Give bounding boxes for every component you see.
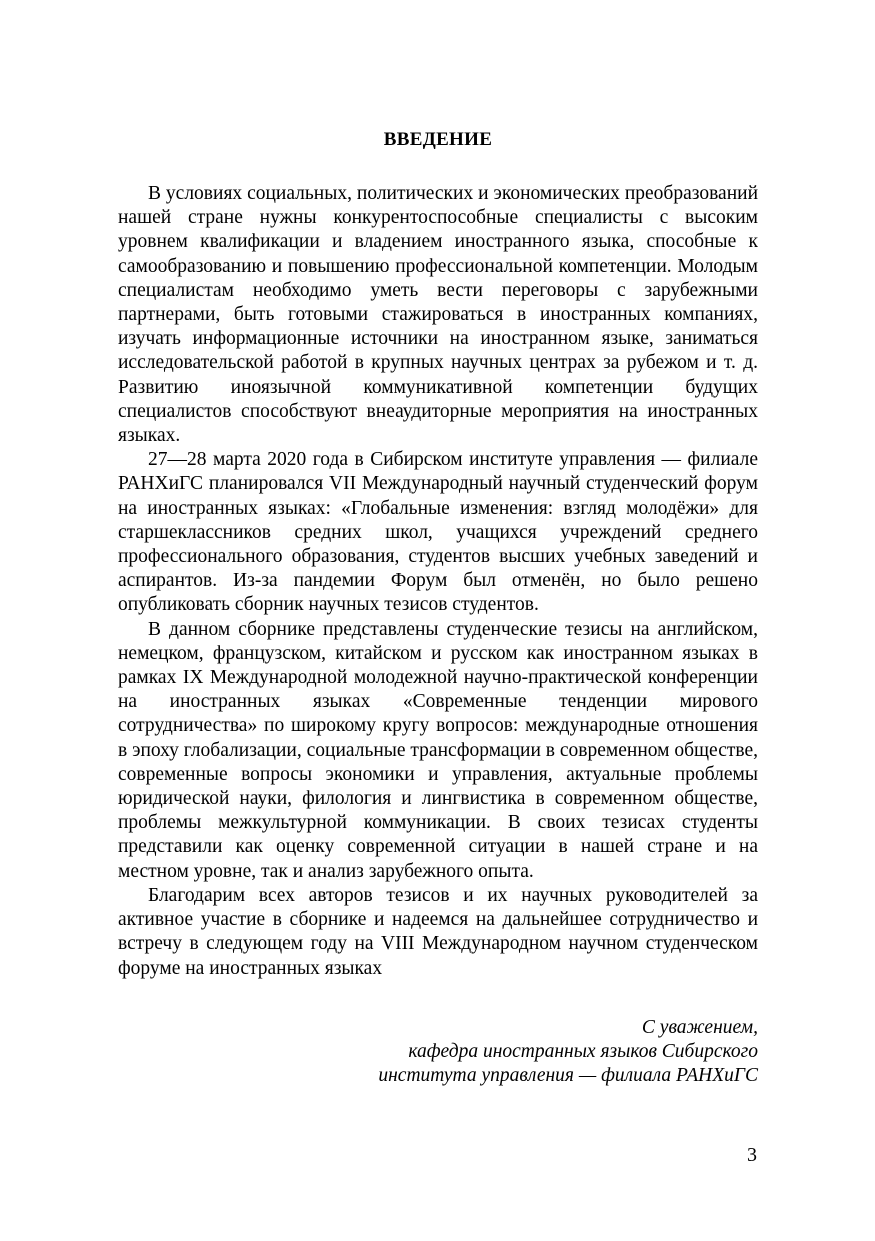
page-title: ВВЕДЕНИЕ bbox=[383, 129, 493, 150]
paragraph: В данном сборнике представлены студенческие тезисы на английском, немецком, французском, китайском и русском как иностранном языках в рамках IX Международной молодежной научно-практической конференции на иностранных языках «Современные тенденции мирового сотрудничества» по широкому кругу вопросов: международные отношения в эпоху глобализации, социальные трансформации в современном обществе, современные вопросы экономики и управления, актуальные проблемы юридической науки, филология и лингвистика в современном обществе, проблемы межкультурной коммуникации. В своих тезисах студенты представили как оценку современной ситуации в нашей стране и на местном уровне, так и анализ зарубежного опыта. bbox=[118, 618, 758, 882]
signature-block bbox=[118, 1016, 758, 1089]
page-number: 3 bbox=[747, 1144, 757, 1166]
paragraph: 27—28 марта 2020 года в Сибирском институте управления — филиале РАНХиГС планировался VII Международный научный студенческий форум на иностранных языках: «Глобальные изменения: взгляд молодёжи» для старшеклассников средних школ, учащихся учреждений среднего профессионального образования, студентов высших учебных заведений и аспирантов. Из-за пандемии Форум был отменён, но было решено опубликовать сборник научных тезисов студентов. bbox=[118, 449, 758, 616]
document-page bbox=[118, 128, 758, 1088]
paragraph: В условиях социальных, политических и экономических преобразований нашей стране нужны конкурентоспособные специалисты с высоким уровнем квалификации и владением иностранного языка, способные к самообразованию и повышению профессиональной компетенции. Молодым специалистам необходимо уметь вести переговоры с зарубежными партнерами, быть готовыми стажироваться в иностранных компаниях, изучать информационные источники на иностранном языке, заниматься исследовательской работой в крупных научных центрах за рубежом и т. д. Развитию иноязычной коммуникативной компетенции будущих специалистов способствуют внеаудиторные мероприятия на иностранных языках. bbox=[118, 183, 758, 447]
signature-line: кафедра иностранных языков Сибирского bbox=[408, 1040, 758, 1062]
signature-line: С уважением, bbox=[641, 1016, 758, 1038]
signature-line: института управления — филиала РАНХиГС bbox=[378, 1065, 758, 1087]
paragraph: Благодарим всех авторов тезисов и их научных руководителей за активное участие в сборнике и надеемся на дальнейшее сотрудничество и встречу в следующем году на VIII Международном научном студенческом форуме на иностранных языках bbox=[118, 884, 758, 979]
body-text bbox=[118, 182, 758, 981]
